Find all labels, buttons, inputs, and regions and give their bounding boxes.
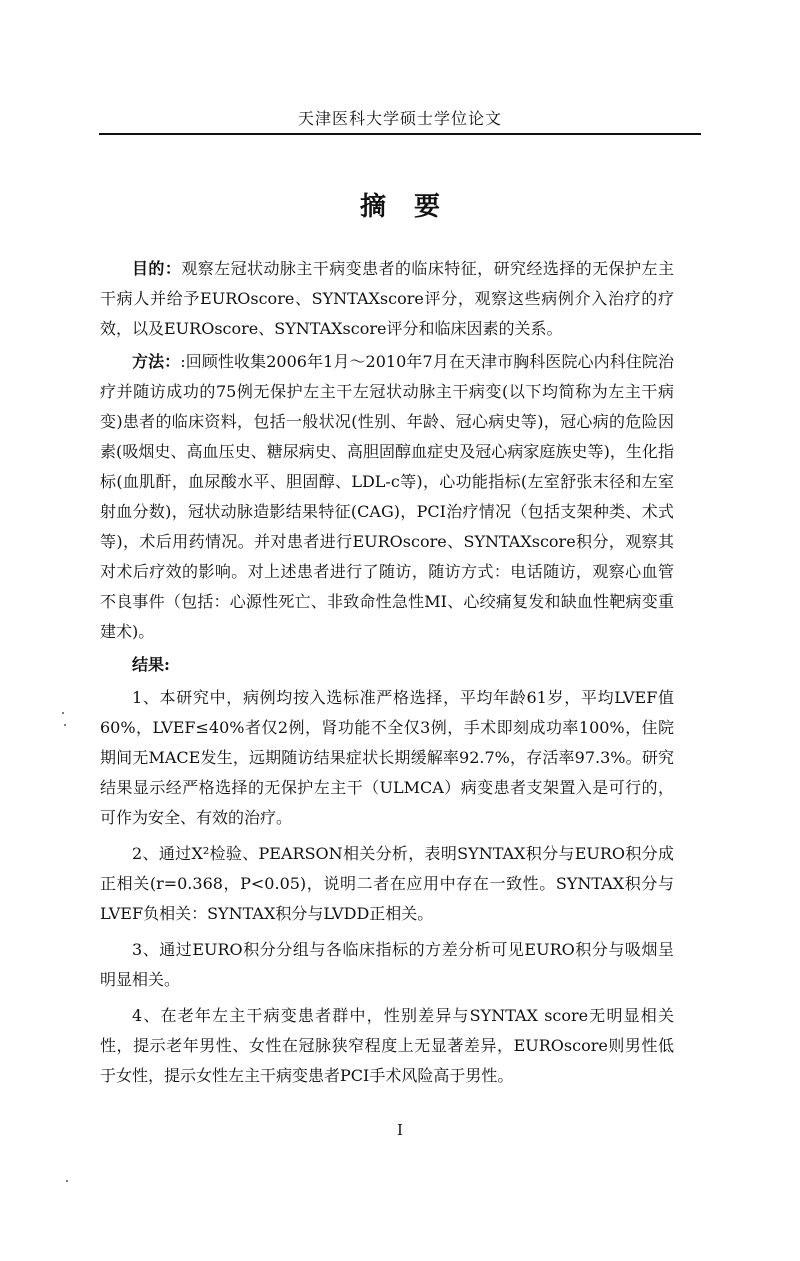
method-paragraph bbox=[100, 347, 674, 647]
result-item-3: 3、通过EURO积分分组与各临床指标的方差分析可见EURO积分与吸烟呈明显相关。 bbox=[100, 940, 674, 989]
purpose-paragraph bbox=[100, 254, 674, 344]
purpose-text: 观察左冠状动脉主干病变患者的临床特征，研究经选择的无保护左主干病人并给予EUROscore、SYNTAXscore评分，观察这些病例介入治疗的疗效，以及EUROscore、SYNTAXscore评分和临床因素的关系。 bbox=[100, 259, 674, 338]
page-number: I bbox=[397, 1121, 403, 1139]
abstract-body bbox=[100, 254, 674, 1091]
method-label: 方法： bbox=[132, 352, 181, 371]
results-label: 结果: bbox=[132, 655, 170, 674]
abstract-title: 摘要 bbox=[359, 192, 468, 222]
result-item-1: 1、本研究中，病例均按入选标准严格选择，平均年龄61岁，平均LVEF值60%，LVEF≤40%者仅2例，肾功能不全仅3例，手术即刻成功率100%，住院期间无MACE发生，远期随访结果症状长期缓解率92.7%，存活率97.3%。研究结果显示经严格选择的无保护左主干（ULMCA）病变患者支架置入是可行的，可作为安全、有效的治疗。 bbox=[100, 688, 674, 827]
purpose-label: 目的： bbox=[132, 259, 182, 278]
result-item-4: 4、在老年左主干病变患者群中，性别差异与SYNTAX score无明显相关性，提示老年男性、女性在冠脉狭窄程度上无显著差异，EUROscore则男性低于女性，提示女性左主干病变患者PCI手术风险高于男性。 bbox=[100, 1006, 674, 1085]
method-text: :回顾性收集2006年1月～2010年7月在天津市胸科医院心内科住院治疗并随访成功的75例无保护左主干左冠状动脉主干病变(以下均简称为左主干病变)患者的临床资料，包括一般状况(性别、年龄、冠心病史等)，冠心病的危险因素(吸烟史、高血压史、糖尿病史、高胆固醇血症史及冠心病家庭族史等)，生化指标(血肌酐，血尿酸水平、胆固醇、LDL-c等)，心功能指标(左室舒张末径和左室射血分数)，冠状动脉造影结果特征(CAG)，PCI治疗情况（包括支架种类、术式等)，术后用药情况。并对患者进行EUROscore、SYNTAXscore积分，观察其对术后疗效的影响。对上述患者进行了随访，随访方式：电话随访，观察心血管不良事件（包括：心源性死亡、非致命性急性MI、心绞痛复发和缺血性靶病变重建术)。 bbox=[100, 352, 674, 641]
running-header: 天津医科大学硕士学位论文 bbox=[297, 109, 502, 128]
header-rule bbox=[99, 133, 701, 135]
scan-artifact bbox=[64, 724, 66, 726]
scan-artifact bbox=[62, 712, 64, 714]
scan-artifact bbox=[66, 1180, 68, 1182]
result-item-2: 2、通过X²检验、PEARSON相关分析，表明SYNTAX积分与EURO积分成正相关(r=0.368，P<0.05)，说明二者在应用中存在一致性。SYNTAX积分与LVEF负相关：SYNTAX积分与LVDD正相关。 bbox=[100, 844, 674, 923]
